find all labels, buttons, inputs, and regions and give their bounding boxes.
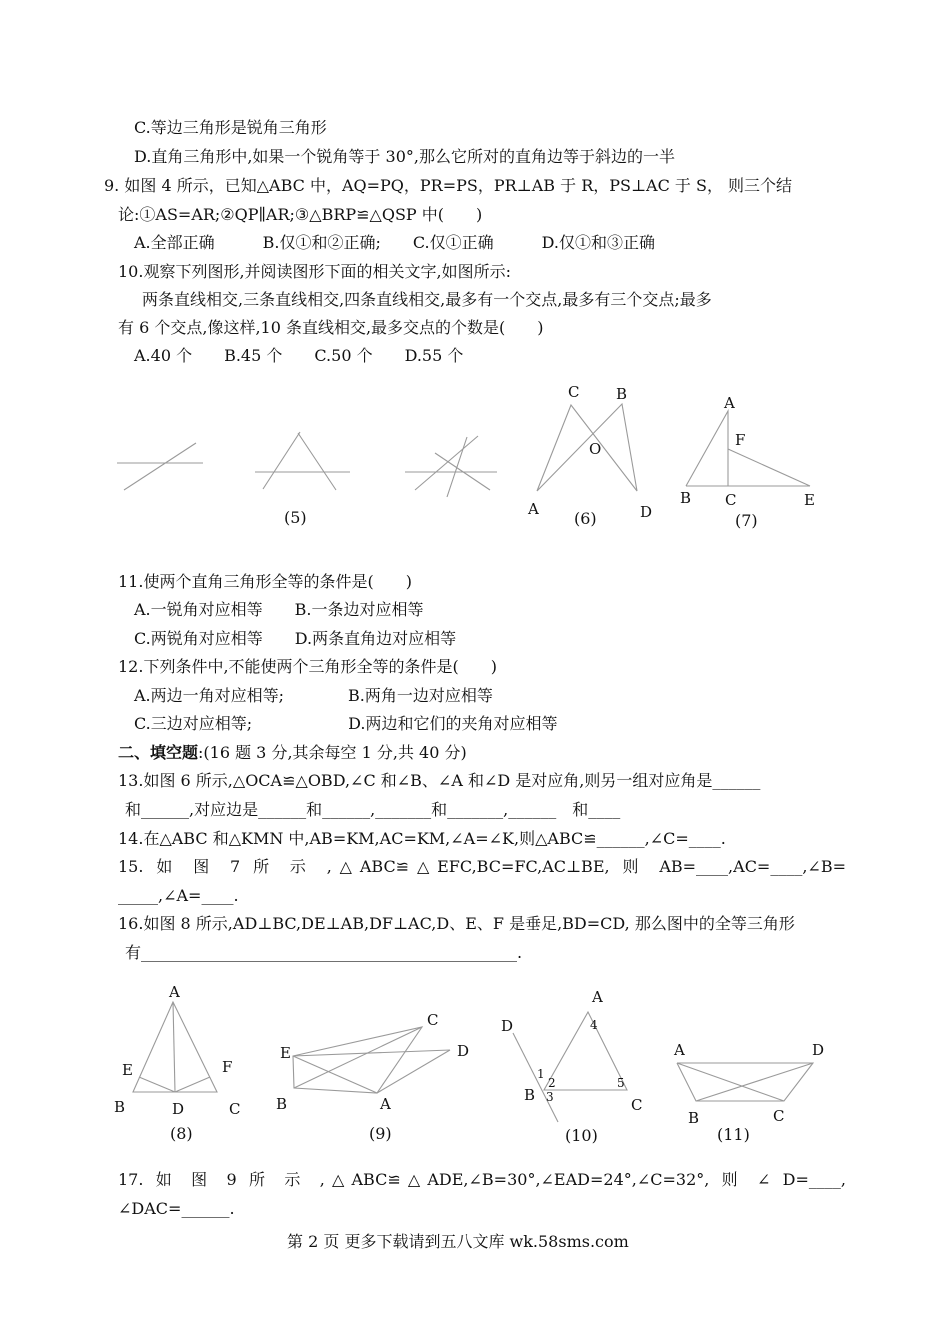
fig8-label-f: F [222,1058,233,1076]
fig10-label-c: C [631,1096,643,1114]
fig9-label-d: D [457,1042,470,1060]
fig10-angle-3: 3 [546,1090,554,1104]
fig11-caption: (11) [717,1125,750,1144]
q14-stem: 14.在△ABC 和△KMN 中,AB=KM,AC=KM,∠A=∠K,则△ABC≌______,∠C=____. [118,829,726,848]
q17-stem-cont: ∠DAC=______. [118,1199,235,1218]
fig6-label-a: A [528,500,539,518]
q9-options: A.全部正确 B.仅①和②正确; C.仅①正确 D.仅①和③正确 [134,233,655,252]
q12-stem: 12.下列条件中,不能使两个三角形全等的条件是( ) [118,657,498,676]
fig8-caption: (8) [170,1124,193,1143]
q11-options-cd: C.两锐角对应相等 D.两条直角边对应相等 [134,629,457,648]
fig8-line-ad [173,1002,175,1092]
q9-stem-cont: 论:①AS=AR;②QP∥AR;③△BRP≌△QSP 中( ) [118,205,483,224]
fig6-label-c: C [568,383,580,401]
fig6-label-o: O [589,440,602,458]
q11-stem: 11.使两个直角三角形全等的条件是( ) [118,572,412,591]
fig9-label-c: C [427,1011,439,1029]
q12-options-ab: A.两边一角对应相等; B.两角一边对应相等 [134,686,493,705]
fig7-label-a: A [724,394,735,412]
section-2-title: 二、填空题 [118,743,199,762]
fig9-label-a: A [380,1095,391,1113]
fig9-label-b: B [276,1095,288,1113]
fig8-line-ed [139,1077,175,1092]
q10-options: A.40 个 B.45 个 C.50 个 D.55 个 [134,346,464,365]
fig10-triangle-abc [544,1012,627,1090]
section-2-scoring: :(16 题 3 分,其余每空 1 分,共 40 分) [198,743,467,762]
fig10-label-a: A [592,988,603,1006]
fig8-line-fd [175,1077,210,1092]
page-footer: 第 2 页 更多下载请到五八文库 wk.58sms.com [287,1232,629,1251]
fig8-label-b: B [114,1098,126,1116]
fig8-label-c: C [229,1100,241,1118]
fig11-quad [677,1063,813,1101]
fig9-caption: (9) [369,1124,392,1143]
q10-stem: 10.观察下列图形,并阅读图形下面的相关文字,如图所示: [118,262,512,281]
fig5-caption: (5) [284,508,307,527]
fig9-label-e: E [280,1044,291,1062]
q15-stem: 15. 如 图 7 所 示 ,△ABC≌△EFC,BC=FC,AC⊥BE, 则 AB=____,AC=____,∠B= [118,857,846,876]
q9-stem: 9. 如图 4 所示，已知△ABC 中，AQ=PQ，PR=PS，PR⊥AB 于 R，PS⊥AC 于 S， 则三个结 [104,176,793,195]
fig7-label-f: F [735,431,746,449]
fig11-label-c: C [773,1107,785,1125]
fig10-caption: (10) [565,1126,598,1145]
q8-option-d: D.直角三角形中,如果一个锐角等于 30°,那么它所对的直角边等于斜边的一半 [134,147,675,166]
fig7-label-c: C [725,491,737,509]
q17-stem: 17. 如 图 9 所 示 ,△ABC≌△ADE,∠B=30°,∠EAD=24°,∠C=32°, 则 ∠ D=____, [118,1170,846,1189]
fig11-label-a: A [674,1041,685,1059]
fig11-label-b: B [688,1109,700,1127]
fig10-angle-1: 1 [537,1067,545,1081]
q8-option-c: C.等边三角形是锐角三角形 [134,118,327,137]
fig11-label-d: D [812,1041,825,1059]
fig6-caption: (6) [574,509,597,528]
fig7-caption: (7) [735,511,758,530]
fig9-line-ea [293,1056,377,1093]
fig10-label-b: B [524,1086,536,1104]
fig6-label-d: D [640,503,653,521]
fig8-label-a: A [169,983,180,1001]
q16-stem-cont: 有_______________________________________________. [125,943,523,962]
q13-stem: 13.如图 6 所示,△OCA≌△OBD,∠C 和∠B、∠A 和∠D 是对应角,则另一组对应角是______ [118,771,761,790]
fig9-line-ad [377,1050,450,1093]
q12-options-cd: C.三边对应相等; D.两边和它们的夹角对应相等 [134,714,558,733]
fig10-angle-5: 5 [617,1076,625,1090]
fig10-label-d: D [501,1017,514,1035]
q16-stem: 16.如图 8 所示,AD⊥BC,DE⊥AB,DF⊥AC,D、E、F 是垂足,BD=CD, 那么图中的全等三角形 [118,914,795,933]
fig9-line-bc [294,1027,422,1088]
q10-text: 两条直线相交,三条直线相交,四条直线相交,最多有一个交点,最多有三个交点;最多 [142,290,712,309]
fig10-angle-4: 4 [590,1018,598,1032]
q13-stem-cont: 和______,对应边是______和______,_______和_______,______ 和____ [125,800,621,819]
fig10-angle-2: 2 [548,1076,556,1090]
fig8-label-e: E [122,1061,133,1079]
q15-stem-cont: _____,∠A=____. [118,886,239,905]
fig8-label-d: D [172,1100,185,1118]
fig11-line-bd [696,1063,813,1101]
q10-text-cont: 有 6 个交点,像这样,10 条直线相交,最多交点的个数是( ) [118,318,544,337]
q11-options-ab: A.一锐角对应相等 B.一条边对应相等 [134,600,424,619]
fig9-quad [293,1027,422,1093]
fig7-label-b: B [680,489,692,507]
fig6-label-b: B [616,385,628,403]
fig7-label-e: E [804,491,815,509]
